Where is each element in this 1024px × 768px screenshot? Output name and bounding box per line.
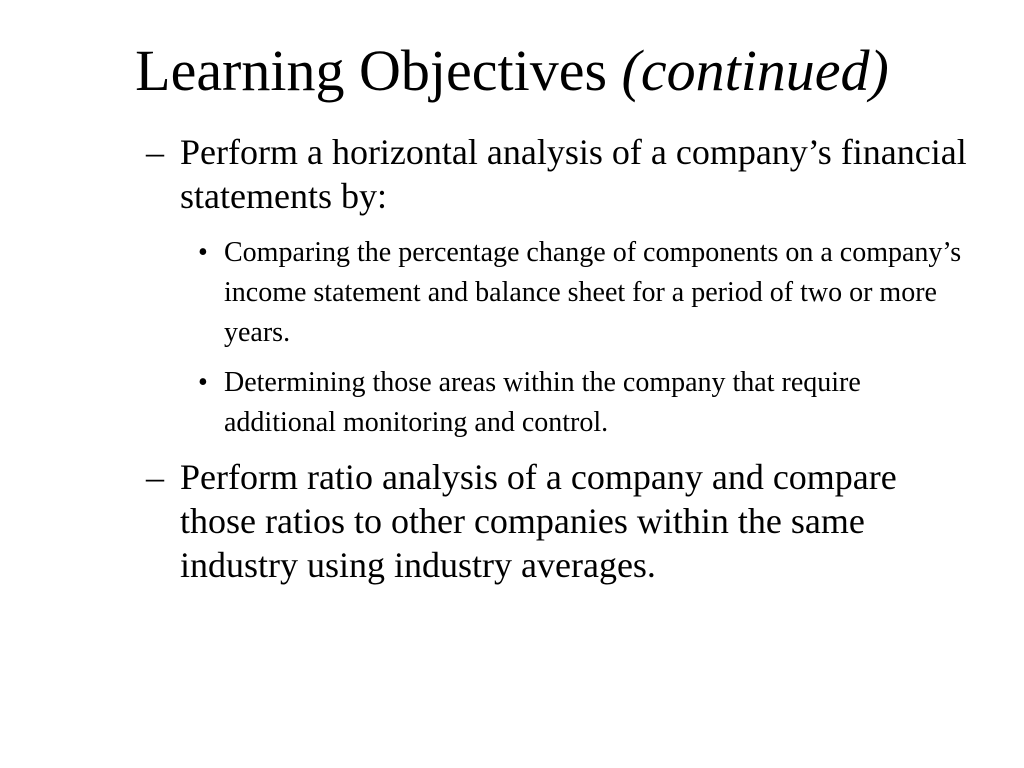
objective-item-ratio-analysis [146,455,970,587]
sub-item-text: Comparing the percentage change of components on a company’s income statement and balance sheet for a period of two or more years. [224,237,962,348]
dash-bullet-icon: – [146,132,164,172]
sub-item-comparing-percentage-change [198,233,964,353]
dot-bullet-icon: • [198,367,208,398]
objective-text: Perform ratio analysis of a company and compare those ratios to other companies within the same industry using industry averages. [180,457,897,585]
sub-item-determining-areas [198,363,964,443]
objective-item-horizontal-analysis [146,130,970,218]
dot-bullet-icon: • [198,237,208,268]
sub-item-text: Determining those areas within the company that require additional monitoring and control. [224,367,861,438]
objective-text: Perform a horizontal analysis of a company’s financial statements by: [180,132,967,216]
slide-title [0,36,1024,106]
slide-title-suffix: (continued) [621,38,889,103]
dash-bullet-icon: – [146,457,164,497]
slide-title-main: Learning Objectives [135,38,608,103]
